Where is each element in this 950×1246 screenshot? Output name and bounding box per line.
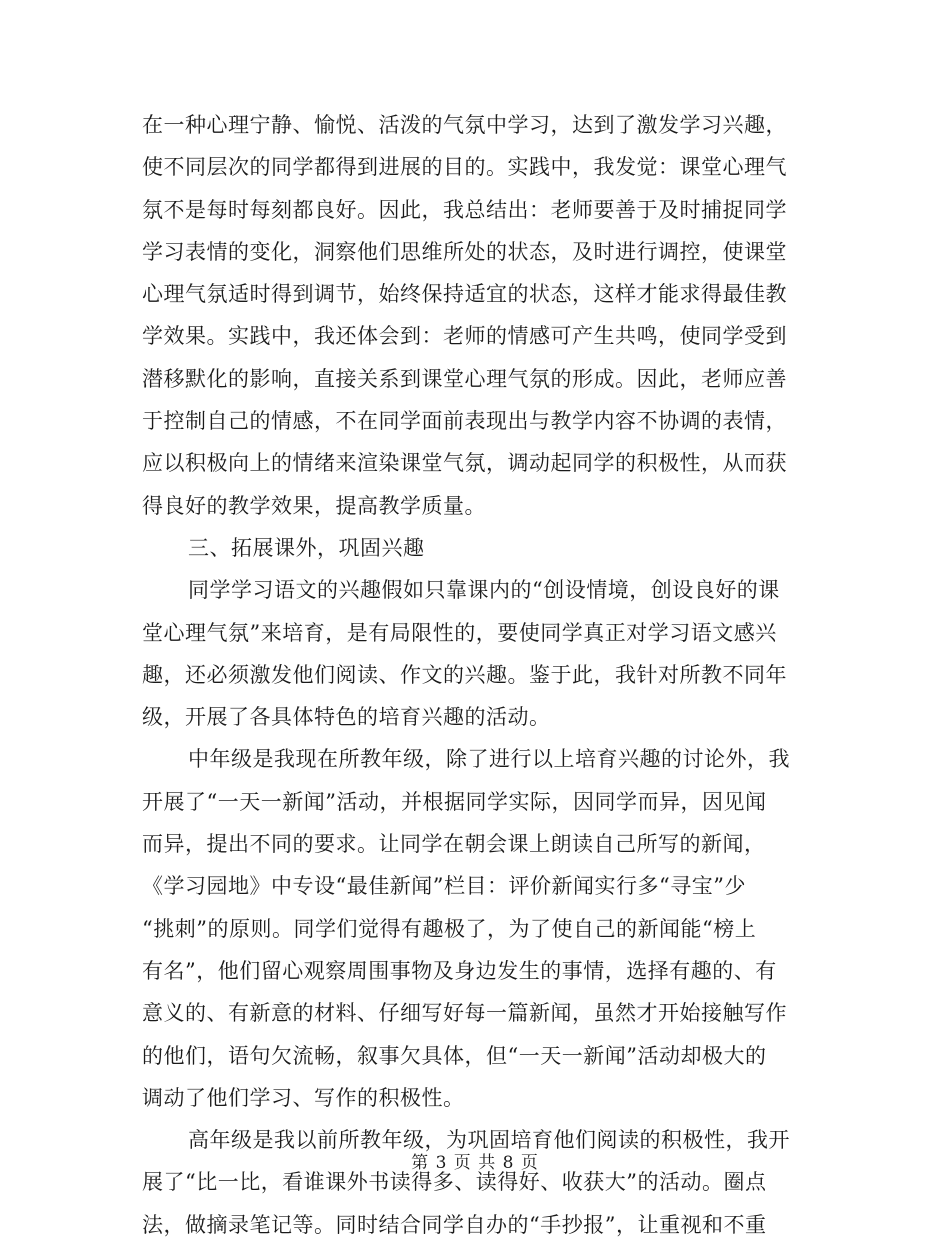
text-line: 而异，提出不同的要求。让同学在朝会课上朗读自己所写的新闻， — [142, 832, 766, 857]
text-line: 《学习园地》中专设“最佳新闻”栏目：评价新闻实行多“寻宝”少 — [142, 874, 746, 899]
text-line: 的他们，语句欠流畅，叙事欠具体，但“一天一新闻”活动却极大的 — [142, 1043, 767, 1068]
text-line: 三、拓展课外，巩固兴趣 — [188, 535, 425, 560]
text-line: 高年级是我以前所教年级，为巩固培育他们阅读的积极性，我开 — [188, 1128, 790, 1153]
text-line: 堂心理气氛”来培育，是有局限性的，要使同学真正对学习语文感兴 — [142, 620, 777, 645]
text-line: 心理气氛适时得到调节，始终保持适宜的状态，这样才能求得最佳教 — [142, 282, 787, 307]
text-line: 法，做摘录笔记等。同时结合同学自办的“手抄报”，让重视和不重 — [142, 1212, 767, 1237]
text-line: 同学学习语文的兴趣假如只靠课内的“创设情境，创设良好的课 — [188, 578, 780, 603]
text-line: “挑刺”的原则。同学们觉得有趣极了，为了使自己的新闻能“榜上 — [142, 916, 757, 941]
text-line: 学效果。实践中，我还体会到：老师的情感可产生共鸣，使同学受到 — [142, 324, 787, 349]
text-line: 意义的、有新意的材料、仔细写好每一篇新闻，虽然才开始接触写作 — [142, 1001, 787, 1026]
text-line: 调动了他们学习、写作的积极性。 — [142, 1085, 465, 1110]
text-line: 在一种心理宁静、愉悦、活泼的气氛中学习，达到了激发学习兴趣， — [142, 113, 787, 137]
text-line: 氛不是每时每刻都良好。因此，我总结出：老师要善于及时捕捉同学 — [142, 197, 787, 222]
text-line: 趣，还必须激发他们阅读、作文的兴趣。鉴于此，我针对所教不同年 — [142, 662, 787, 687]
text-line: 应以积极向上的情绪来渲染课堂气氛，调动起同学的积极性，从而获 — [142, 451, 787, 476]
text-line: 使不同层次的同学都得到进展的目的。实践中，我发觉：课堂心理气 — [142, 155, 787, 180]
text-line: 学习表情的变化，洞察他们思维所处的状态，及时进行调控，使课堂 — [142, 239, 787, 264]
text-line: 展了“比一比，看谁课外书读得多、读得好、收获大”的活动。圈点 — [142, 1170, 767, 1195]
text-line: 得良好的教学效果，提高教学质量。 — [142, 493, 486, 518]
document-body — [142, 104, 802, 1246]
text-line: 潜移默化的影响，直接关系到课堂心理气氛的形成。因此，老师应善 — [142, 366, 787, 391]
text-line: 级，开展了各具体特色的培育兴趣的活动。 — [142, 705, 551, 730]
text-line: 于控制自己的情感，不在同学面前表现出与教学内容不协调的表情， — [142, 409, 787, 434]
text-line: 开展了“一天一新闻”活动，并根据同学实际，因同学而异，因见闻 — [142, 789, 767, 814]
text-line: 中年级是我现在所教年级，除了进行以上培育兴趣的讨论外，我 — [188, 747, 790, 772]
text-line: 有名”，他们留心观察周围事物及身边发生的事情，选择有趣的、有 — [142, 958, 777, 983]
page-footer: 第 3 页 共 8 页 — [411, 1153, 539, 1173]
